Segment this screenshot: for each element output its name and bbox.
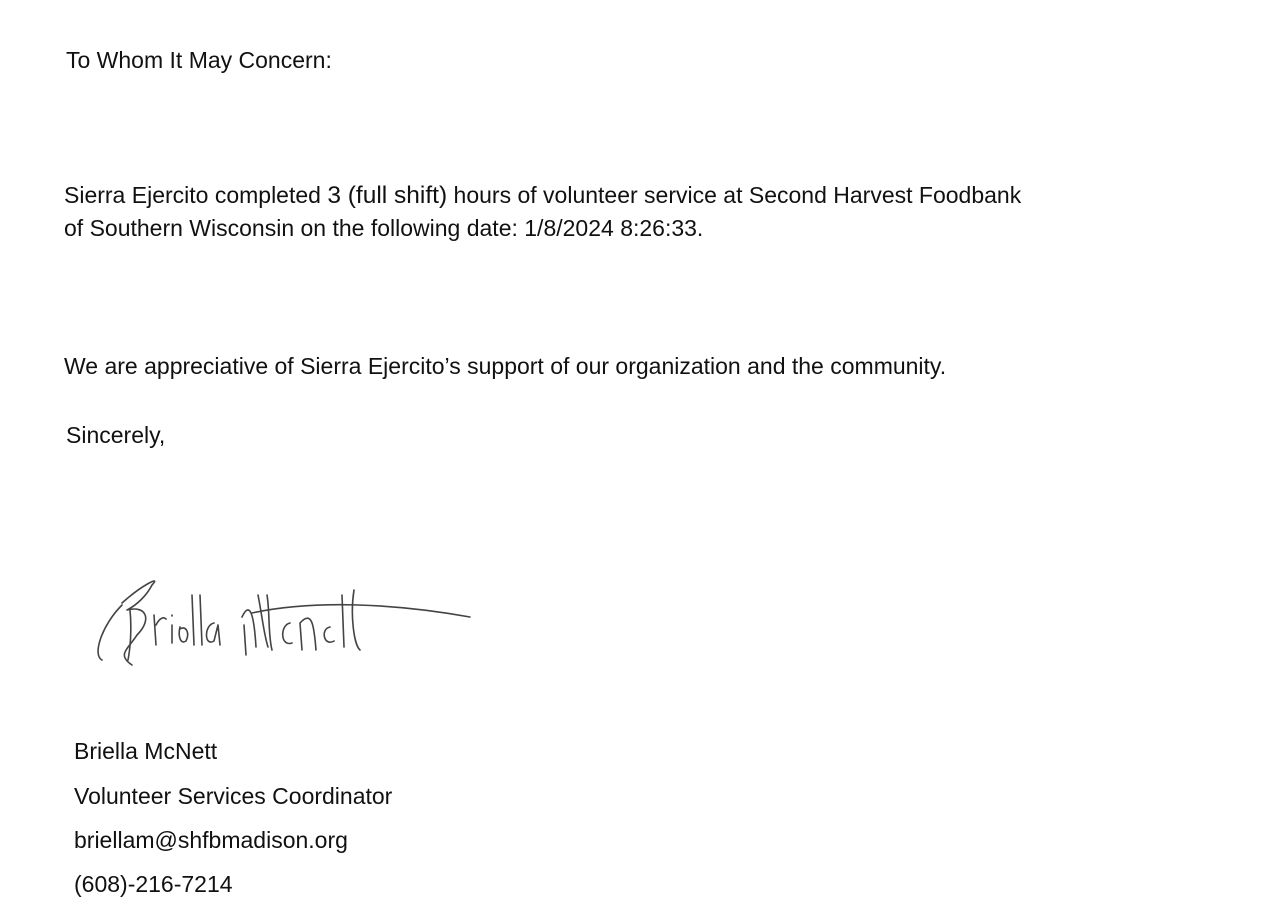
signer-email: briellam@shfbmadison.org (74, 827, 348, 853)
closing: Sincerely, (66, 422, 166, 448)
signer-title: Volunteer Services Coordinator (74, 783, 393, 809)
body-text: hours of volunteer service at Second Harvest Foodbank (447, 182, 1022, 208)
handwritten-signature (92, 555, 492, 670)
salutation: To Whom It May Concern: (66, 47, 332, 73)
signer-name: Briella McNett (74, 738, 218, 764)
body-text: Sierra Ejercito completed (64, 182, 328, 208)
appreciation-text: We are appreciative of Sierra Ejercito’s support of our organization and the community. (64, 353, 947, 379)
hours-value: 3 (full shift) (327, 182, 448, 209)
body-paragraph-line-1 (64, 179, 1021, 212)
signer-phone: (608)-216-7214 (74, 871, 233, 897)
body-paragraph-line-2: of Southern Wisconsin on the following date: 1/8/2024 8:26:33. (64, 215, 704, 241)
